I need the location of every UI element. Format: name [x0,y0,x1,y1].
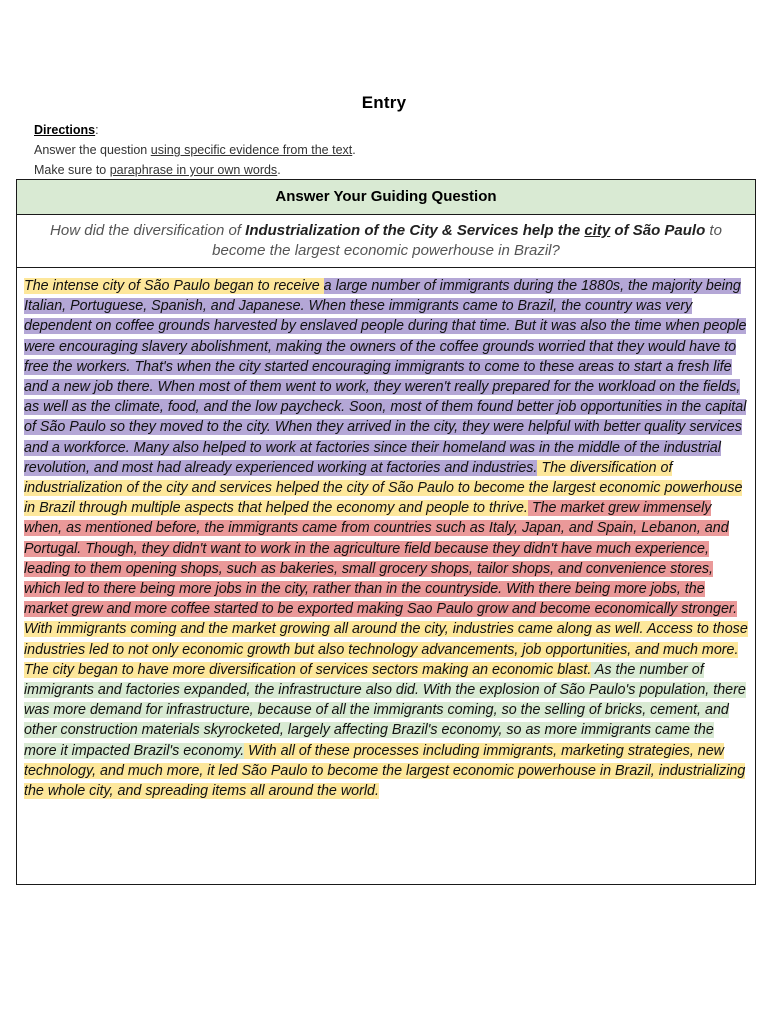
directions-line-2-suffix: . [277,163,281,177]
page-title: Entry [361,93,407,112]
directions-line-1-prefix: Answer the question [34,143,151,157]
question-bold-1: Industrialization of the City & Services help the [245,222,585,239]
directions-line-2-prefix: Make sure to [34,163,110,177]
directions-label: Directions [34,123,96,137]
question-part-1: How did the diversification of [50,222,246,239]
answer-segment-conclusion: With all of these processes including immigrants, marketing strategies, new technology, and much more, it led São Paulo to become the largest economic powerhouse in Brazil, industrializing the whole city, and spreading items all around the world. [24,742,746,800]
answer-segment-immigration: a large number of immigrants during the 1880s, the majority being Italian, Portuguese, Spanish, and Japanese. When these immigrants came to Brazil, the country was very dependent on coffee grounds harvested by enslaved people during that time. But it was also the time when people were encouraging slavery abolishment, making the owners of the coffee grounds worried that they would have to free the workers. That's when the city started encouraging immigrants to come to these areas to start a fresh life and a new job there. When most of them went to work, they weren't really prepared for the workload on the fields, as well as the climate, food, and the low paycheck. Soon, most of them found better job opportunities in the capital of São Paulo so they moved to the city. When they arrived in the city, they were helpful with better quality services and a workforce. Many also helped to work at factories since their homeland was in the middle of the industrial revolution, and most had already experienced working at factories and industries. [24,278,747,476]
directions-line-2 [34,160,734,180]
directions-colon: : [95,123,99,137]
question-bold-underline: city [584,222,611,239]
answer-segment-intro: The intense city of São Paulo began to receive [24,278,324,294]
answer-segment-industries: With immigrants coming and the market growing all around the city, industries came along as well. Access to those industries led to not only economic growth but also technology advancements, job opportunities, and much more. The city began to have more diversification of services sectors making an economic blast. [24,621,748,678]
guiding-question [17,215,755,268]
answer-text-area[interactable] [17,268,755,801]
directions-line-1-suffix: . [352,143,356,157]
question-part-2: to become the largest economic powerhouse in Brazil? [212,222,722,259]
table-header: Answer Your Guiding Question [17,180,755,215]
guiding-question-table [16,179,756,885]
directions-line-1-emphasis: using specific evidence from the text [150,143,353,157]
directions-block [34,120,734,180]
answer-segment-market: The market grew immensely when, as mentioned before, the immigrants came from countries such as Italy, Japan, and Spain, Lebanon, and Portugal. Though, they didn't want to work in the agriculture field because they didn't have much experience, leading to them opening shops, such as bakeries, small grocery shops, tailor shops, and convenience stores, which led to there being more jobs in the city, rather than in the countryside. With there being more jobs, the market grew and more coffee started to be exported making Sao Paulo grow and become economically stronger. [24,500,738,618]
directions-heading [34,120,734,140]
answer-segment-infrastructure: As the number of immigrants and factories expanded, the infrastructure also did. With the explosion of São Paulo's population, there was more demand for infrastructure, because of all the immigrants coming, so the selling of bricks, cement, and other construction materials skyrocketed, largely affecting Brazil's economy, so as more immigrants came the more it impacted Brazil's economy. [24,661,746,759]
directions-line-2-emphasis: paraphrase in your own words [109,163,278,177]
directions-line-1 [34,140,734,160]
question-bold-2: of São Paulo [610,222,706,239]
answer-segment-claim: The diversification of industrialization of the city and services helped the city of São Paulo to become the largest economic powerhouse in Brazil through multiple aspects that helped the economy and people to thrive. [24,459,743,517]
